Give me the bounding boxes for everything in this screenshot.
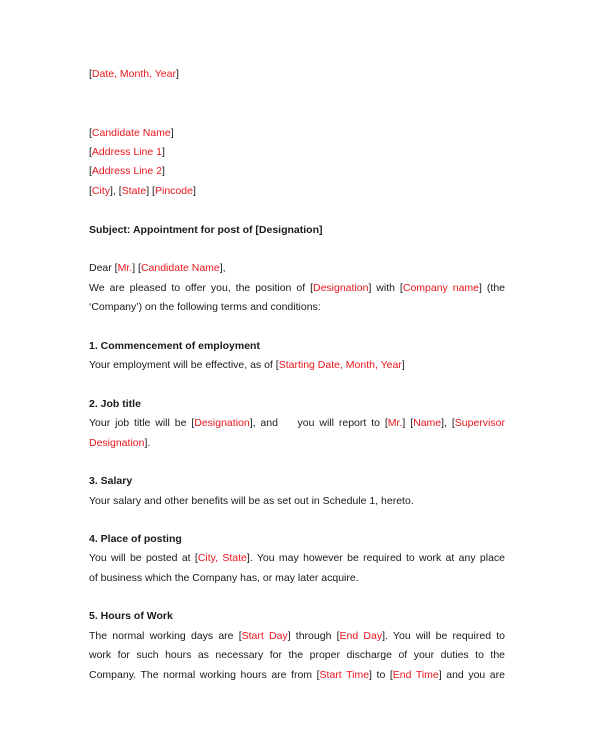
supervisor-designation-placeholder-start: Supervisor <box>454 417 505 429</box>
address-city-state-pincode: [City], [State] [Pincode] <box>89 185 196 197</box>
address-line-1-placeholder: Address Line 1 <box>91 146 162 158</box>
starting-date-placeholder: Starting Date, Month, Year <box>278 359 402 371</box>
intro-line-2: ‘Company’) on the following terms and conditions: <box>89 301 321 313</box>
supervisor-salutation-placeholder: Mr. <box>387 417 403 429</box>
section-posting-line-1: You will be posted at [City, State]. You may however be required to work at any place <box>89 552 506 564</box>
date-line: [Date, Month, Year] <box>89 68 179 80</box>
section-salary-heading: 3. Salary <box>89 475 133 487</box>
address-line-2: [Address Line 2] <box>89 165 165 177</box>
salutation-placeholder: Mr. <box>117 262 133 274</box>
greeting-line: Dear [Mr.] [Candidate Name], <box>89 262 226 274</box>
section-hours-line-3: Company. The normal working hours are from [Start Time] to [End Time] and you are <box>89 669 505 681</box>
city-placeholder: City <box>91 185 111 197</box>
section-commencement-heading: 1. Commencement of employment <box>89 340 260 352</box>
start-day-placeholder: Start Day <box>241 630 288 642</box>
section-hours-heading: 5. Hours of Work <box>89 610 173 622</box>
job-designation-placeholder: Designation <box>194 417 250 429</box>
section-posting-heading: 4. Place of posting <box>89 533 182 545</box>
intro-line-1: We are pleased to offer you, the position of [Designation] with [Company name] (the <box>89 282 505 294</box>
state-placeholder: State <box>121 185 147 197</box>
pincode-placeholder: Pincode <box>154 185 193 197</box>
section-salary-body: Your salary and other benefits will be as set out in Schedule 1, hereto. <box>89 495 414 507</box>
date-placeholder: Date, Month, Year <box>91 68 176 80</box>
candidate-name-placeholder: Candidate Name <box>91 127 171 139</box>
designation-placeholder: Designation <box>312 282 369 294</box>
section-hours-line-1: The normal working days are [Start Day] through [End Day]. You will be required to <box>89 630 505 642</box>
start-time-placeholder: Start Time <box>319 669 370 681</box>
end-day-placeholder: End Day <box>339 630 383 642</box>
section-hours-line-2: work for such hours as necessary for the proper discharge of your duties to the <box>89 649 505 661</box>
end-time-placeholder: End Time <box>392 669 439 681</box>
section-commencement-body: Your employment will be effective, as of [Starting Date, Month, Year] <box>89 359 405 371</box>
greeting-name-placeholder: Candidate Name <box>140 262 220 274</box>
company-name-placeholder: Company name <box>402 282 480 294</box>
section-job-title-line-1: Your job title will be [Designation], and you will report to [Mr.] [Name], [Supervisor <box>89 417 505 429</box>
address-candidate-name: [Candidate Name] <box>89 127 174 139</box>
supervisor-designation-placeholder-end: Designation <box>89 437 145 449</box>
section-job-title-heading: 2. Job title <box>89 398 141 410</box>
subject-line: Subject: Appointment for post of [Designation] <box>89 224 323 236</box>
address-line-1: [Address Line 1] <box>89 146 165 158</box>
address-line-2-placeholder: Address Line 2 <box>91 165 162 177</box>
section-posting-line-2: of business which the Company has, or may later acquire. <box>89 572 359 584</box>
supervisor-name-placeholder: Name <box>413 417 442 429</box>
section-job-title-line-2: Designation]. <box>89 437 151 449</box>
posting-city-state-placeholder: City, State <box>197 552 247 564</box>
